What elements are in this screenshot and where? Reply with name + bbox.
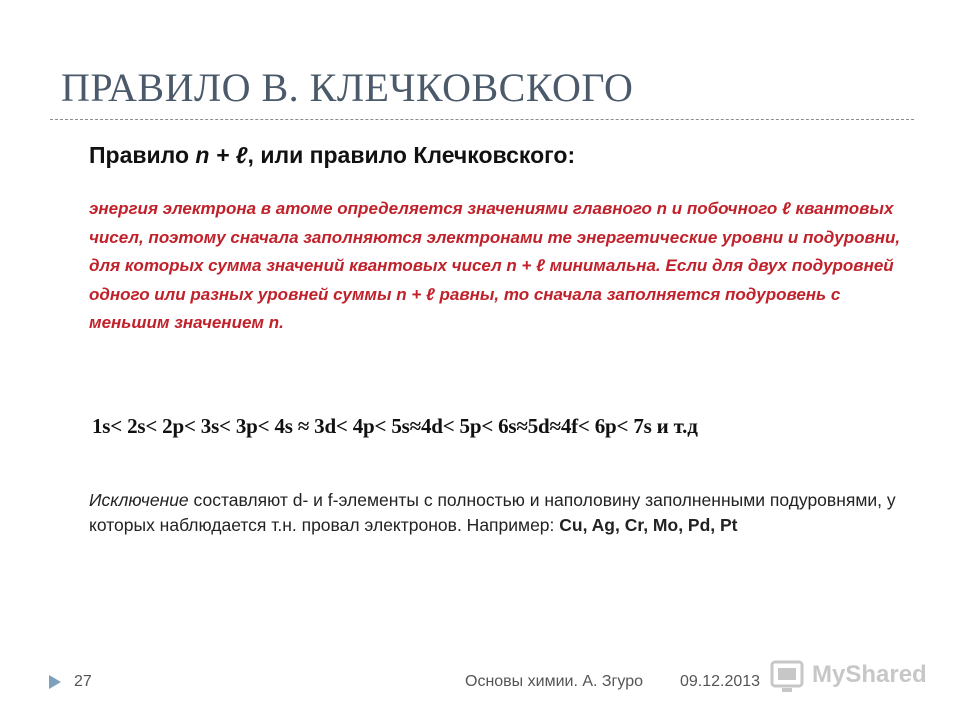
rule-heading-formula: n + ℓ [195, 142, 248, 168]
exception-paragraph [89, 488, 909, 538]
rule-heading-prefix: Правило [89, 142, 196, 168]
footer-date: 09.12.2013 [680, 673, 761, 690]
triangle-bullet-icon [48, 674, 62, 690]
exception-elements: Cu, Ag, Cr, Mo, Pd, Pt [559, 515, 738, 535]
rule-heading-suffix: , или правило Клечковского: [247, 142, 576, 168]
filling-order-formula: 1s< 2s< 2p< 3s< 3p< 4s ≈ 3d< 4p< 5s≈4d< 5p< 6s≈5d≈4f< 6p< 7s и т.д [92, 414, 698, 438]
exception-label: Исключение [89, 490, 189, 510]
rule-heading [89, 142, 575, 169]
slide-title: ПРАВИЛО В. КЛЕЧКОВСКОГО [61, 65, 634, 110]
footer-course: Основы химии. А. Згуро [465, 673, 644, 690]
title-divider [50, 119, 914, 120]
page-number: 27 [74, 673, 92, 690]
rule-definition: энергия электрона в атоме определяется значениями главного n и побочного ℓ квантовых чисел, поэтому сначала заполняются электронами те энергетические уровни и подуровни, для которых сумма значений квантовых чисел n + ℓ минимальна. Если для двух подуровней одного или разных уровней суммы n + ℓ равны, то сначала заполняется подуровень с меньшим значением n. [89, 199, 901, 332]
myshared-logo-icon: MyShared [768, 654, 928, 698]
exception-text: составляют d- и f-элементы с полностью и наполовину заполненными подуровнями, у которых наблюдается т.н. провал электронов. Например: [89, 490, 896, 535]
